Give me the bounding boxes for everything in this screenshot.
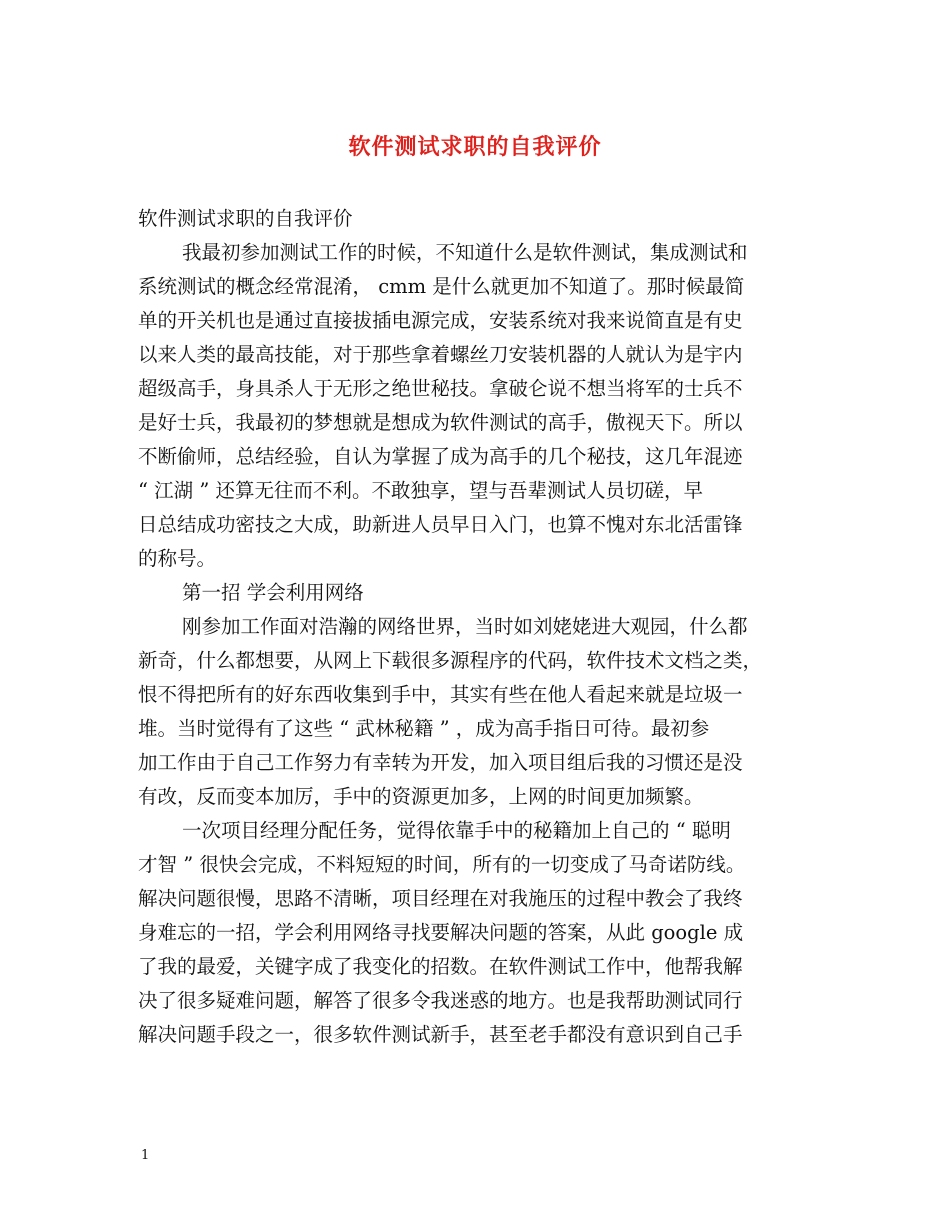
paragraph-line: 恨不得把所有的好东西收集到手中，其实有些在他人看起来就是垃圾一 [138, 683, 743, 706]
paragraph-line: “ 江湖 ” 还算无往而不利。不敢独享，望与吾辈测试人员切磋，早 [138, 479, 704, 502]
paragraph-line: 解决问题手段之一，很多软件测试新手，甚至老手都没有意识到自己手 [138, 1023, 743, 1046]
paragraph-line: 一次项目经理分配任务，觉得依靠手中的秘籍加上自己的 “ 聪明 [182, 819, 731, 842]
document-body [138, 202, 813, 1052]
paragraph-line: 堆。当时觉得有了这些 “ 武林秘籍 ” ，成为高手指日可待。最初参 [138, 717, 710, 740]
paragraph-line: 超级高手，身具杀人于无形之绝世秘技。拿破仑说不想当将军的士兵不 [138, 377, 743, 400]
paragraph-line: 的称号。 [138, 547, 217, 570]
document-title: 软件测试求职的自我评价 [348, 134, 602, 160]
section-heading: 第一招 学会利用网络 [182, 581, 364, 604]
paragraph-line: 是好士兵，我最初的梦想就是想成为软件测试的高手，傲视天下。所以 [138, 411, 743, 434]
paragraph-line: 新奇，什么都想要，从网上下载很多源程序的代码，软件技术文档之类， [138, 649, 763, 672]
paragraph-line: 解决问题很慢，思路不清晰，项目经理在对我施压的过程中教会了我终 [138, 887, 743, 910]
paragraph-line: 系统测试的概念经常混淆， cmm 是什么就更加不知道了。那时候最简 [138, 275, 745, 298]
paragraph-line: 加工作由于自己工作努力有幸转为开发，加入项目组后我的习惯还是没 [138, 751, 743, 774]
paragraph-line: 日总结成功密技之大成，助新进人员早日入门，也算不愧对东北活雷锋 [138, 513, 743, 536]
paragraph-line: 才智 ” 很快会完成，不料短短的时间，所有的一切变成了马奇诺防线。 [138, 853, 746, 876]
paragraph-line: 身难忘的一招，学会利用网络寻找要解决问题的答案，从此 google 成 [138, 921, 744, 944]
paragraph-line: 刚参加工作面对浩瀚的网络世界，当时如刘姥姥进大观园，什么都 [182, 615, 748, 638]
paragraph-line: 不断偷师，总结经验，自认为掌握了成为高手的几个秘技，这几年混迹 [138, 445, 743, 468]
paragraph-line: 决了很多疑难问题，解答了很多令我迷惑的地方。也是我帮助测试同行 [138, 989, 743, 1012]
paragraph-line: 有改，反而变本加厉，手中的资源更加多，上网的时间更加频繁。 [138, 785, 704, 808]
section-heading: 软件测试求职的自我评价 [138, 207, 353, 230]
page-number: 1 [141, 1148, 150, 1163]
paragraph-line: 以来人类的最高技能，对于那些拿着螺丝刀安装机器的人就认为是宇内 [138, 343, 743, 366]
paragraph-line: 我最初参加测试工作的时候，不知道什么是软件测试，集成测试和 [182, 241, 748, 264]
paragraph-line: 单的开关机也是通过直接拔插电源完成，安装系统对我来说简直是有史 [138, 309, 743, 332]
paragraph-line: 了我的最爱，关键字成了我变化的招数。在软件测试工作中，他帮我解 [138, 955, 743, 978]
